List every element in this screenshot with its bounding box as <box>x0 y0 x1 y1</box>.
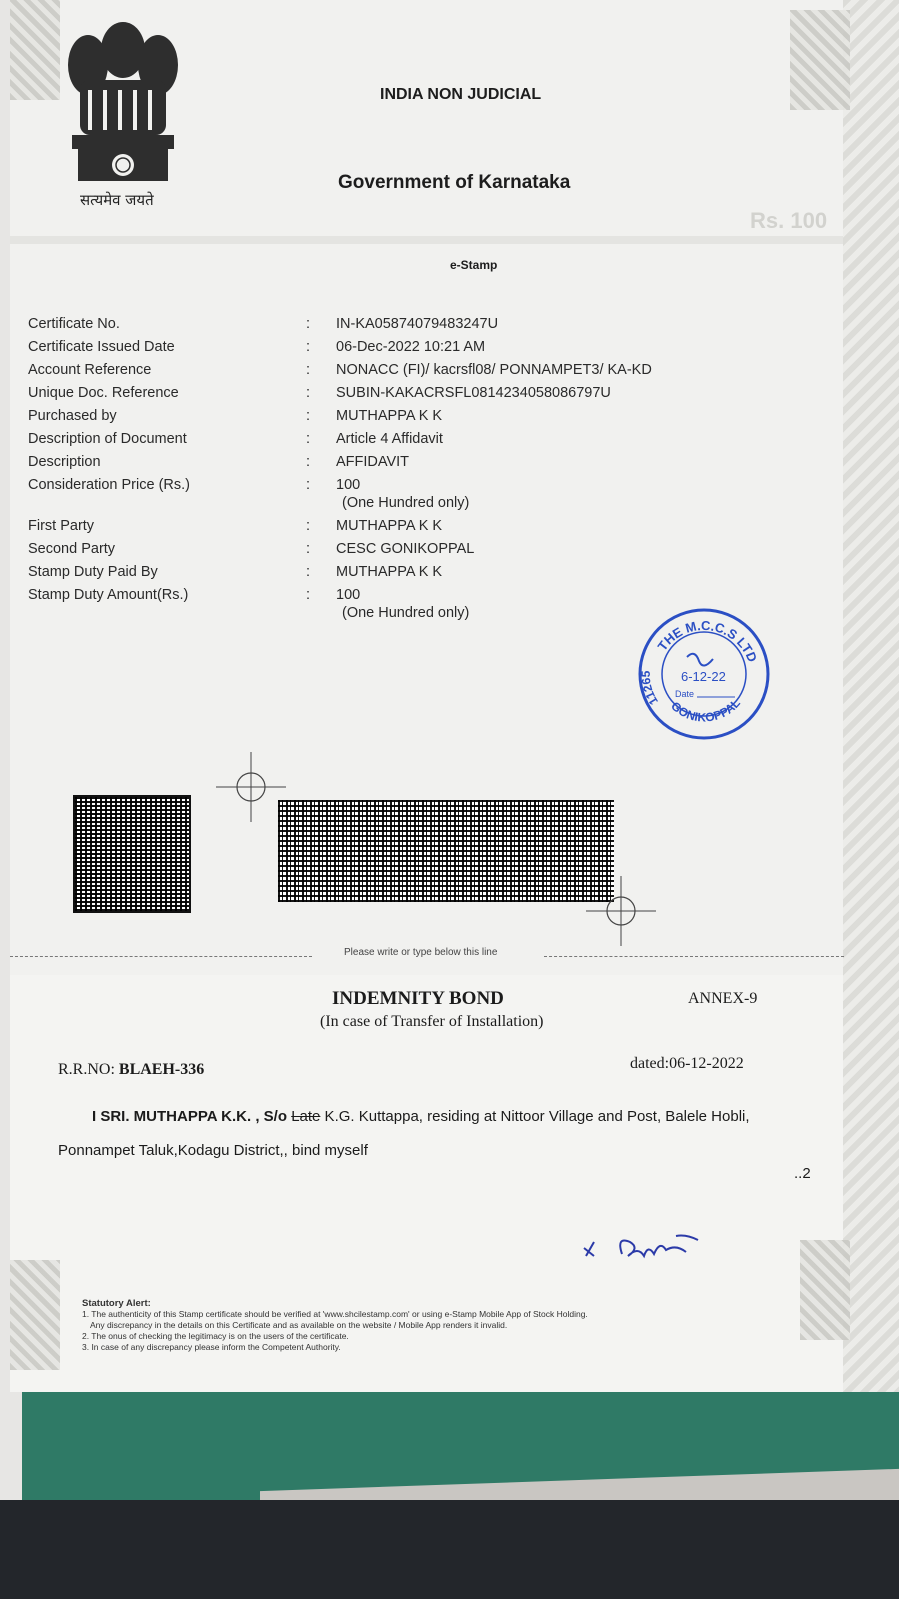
rr-number <box>58 1061 204 1079</box>
statutory-alert-item: 1. The authenticity of this Stamp certificate should be verified at 'www.shcilestamp.com' or using e-Stamp Mobile App of Stock Holding. <box>82 1309 588 1319</box>
field-value: MUTHAPPA K K <box>336 518 443 534</box>
bond-text-end: K.G. Kuttappa, residing at Nittoor Village and Post, Balele Hobli, <box>320 1108 750 1125</box>
field-certificate-no: Certificate No. : IN-KA05874079483247U <box>28 316 788 332</box>
header-government: Government of Karnataka <box>338 172 571 193</box>
seal-initial-scribble <box>687 654 713 666</box>
field-label: Description of Document <box>28 431 187 447</box>
field-second-party: Second Party : CESC GONIKOPPAL <box>28 541 788 557</box>
statutory-alert-item: 2. The onus of checking the legitimacy is on the users of the certificate. <box>82 1331 349 1341</box>
field-value: NONACC (FI)/ kacrsfl08/ PONNAMPET3/ KA-KD <box>336 362 652 378</box>
denomination-watermark: Rs. 100 <box>750 208 828 233</box>
estamp-paper <box>10 0 899 1392</box>
security-border <box>843 0 899 1392</box>
field-label: Account Reference <box>28 362 152 378</box>
society-seal-stamp <box>635 605 773 743</box>
bond-text-start: I SRI. MUTHAPPA K.K. , S/o <box>92 1108 292 1125</box>
separator-line-left <box>10 956 312 957</box>
seal-bottom-text: GONIKOPPAL <box>668 696 743 725</box>
seal-top-text: THE M.C.C.S LTD <box>654 617 761 665</box>
field-unique-doc-reference: Unique Doc. Reference : SUBIN-KAKACRSFL0814234058086797U <box>28 385 788 401</box>
field-value: Article 4 Affidavit <box>336 431 443 447</box>
field-amount-words: (One Hundred only) <box>342 495 470 511</box>
field-first-party: First Party : MUTHAPPA K K <box>28 518 788 534</box>
field-label: Consideration Price (Rs.) <box>28 477 190 493</box>
field-consideration-price: Consideration Price (Rs.) : 100 (One Hundred only) <box>28 477 788 511</box>
field-label: Unique Doc. Reference <box>28 385 179 401</box>
field-label: Stamp Duty Amount(Rs.) <box>28 587 189 603</box>
header-line1: INDIA NON JUDICIAL <box>380 86 542 103</box>
separator-line-right <box>544 956 844 957</box>
qr-code <box>73 795 191 913</box>
field-label: First Party <box>28 518 95 534</box>
field-value: MUTHAPPA K K <box>336 408 443 424</box>
field-value: IN-KA05874079483247U <box>336 316 499 332</box>
registration-mark-icon <box>216 752 286 822</box>
field-stamp-duty-paid-by: Stamp Duty Paid By : MUTHAPPA K K <box>28 564 788 580</box>
statutory-alert-item: Any discrepancy in the details on this Certificate and as available on the website / Mobile App renders it invalid. <box>90 1320 508 1330</box>
field-label: Stamp Duty Paid By <box>28 564 158 580</box>
header-estamp: e-Stamp <box>450 258 498 272</box>
field-value: 06-Dec-2022 10:21 AM <box>336 339 486 355</box>
registration-mark-icon <box>586 876 656 946</box>
certificate-details <box>28 316 788 628</box>
separator-instruction: Please write or type below this line <box>344 947 498 958</box>
statutory-alert-title: Statutory Alert: <box>82 1298 151 1309</box>
bond-subtitle: (In case of Transfer of Installation) <box>320 1013 544 1030</box>
field-stamp-duty-amount: Stamp Duty Amount(Rs.) : 100 (One Hundred only) <box>28 587 788 621</box>
field-value: AFFIDAVIT <box>336 454 410 470</box>
seal-date-value: 6-12-22 <box>681 669 726 684</box>
rr-number-label: R.R.NO: <box>58 1061 119 1078</box>
field-label: Description <box>28 454 101 470</box>
corner-pattern-bottom-left <box>10 1260 60 1370</box>
field-label: Purchased by <box>28 408 117 424</box>
field-description-of-document: Description of Document : Article 4 Affidavit <box>28 431 788 447</box>
field-label: Certificate No. <box>28 316 120 332</box>
corner-pattern-top-left <box>10 0 60 100</box>
national-emblem-icon <box>58 10 188 210</box>
field-value <box>336 477 788 511</box>
bond-title: INDEMNITY BOND <box>332 988 504 1009</box>
statutory-alert <box>82 1298 742 1353</box>
2d-barcode <box>278 800 614 902</box>
corner-pattern-top-right <box>790 10 850 110</box>
signature-image <box>580 1228 720 1268</box>
field-value: CESC GONIKOPPAL <box>336 541 475 557</box>
field-amount: 100 <box>336 587 361 603</box>
field-label: Certificate Issued Date <box>28 339 175 355</box>
header-band <box>10 236 843 244</box>
field-value: MUTHAPPA K K <box>336 564 443 580</box>
bond-date: dated:06-12-2022 <box>630 1055 744 1072</box>
statutory-alert-item: 3. In case of any discrepancy please inform the Competent Authority. <box>82 1342 341 1352</box>
bond-text-line2: Ponnampet Taluk,Kodagu District,, bind myself <box>58 1142 368 1159</box>
corner-pattern-bottom-right <box>800 1240 850 1340</box>
field-account-reference: Account Reference : NONACC (FI)/ kacrsfl08/ PONNAMPET3/ KA-KD <box>28 362 788 378</box>
field-value: SUBIN-KAKACRSFL0814234058086797U <box>336 385 611 401</box>
bond-annex: ANNEX-9 <box>688 990 758 1007</box>
field-amount-words: (One Hundred only) <box>342 605 470 621</box>
field-description: Description : AFFIDAVIT <box>28 454 788 470</box>
field-label: Second Party <box>28 541 116 557</box>
seal-side-text: 11265 <box>638 670 661 708</box>
field-amount: 100 <box>336 477 361 493</box>
bond-text-line1 <box>92 1108 750 1125</box>
bond-text-struck: Late <box>291 1108 321 1125</box>
field-purchased-by: Purchased by : MUTHAPPA K K <box>28 408 788 424</box>
floor-shadow <box>0 1500 899 1599</box>
page-continuation-marker: ..2 <box>794 1165 811 1182</box>
emblem-motto: सत्यमेव जयते <box>80 191 154 209</box>
rr-number-value: BLAEH-336 <box>118 1061 205 1078</box>
seal-date-label: Date <box>675 689 695 699</box>
field-issued-date: Certificate Issued Date : 06-Dec-2022 10:21 AM <box>28 339 788 355</box>
